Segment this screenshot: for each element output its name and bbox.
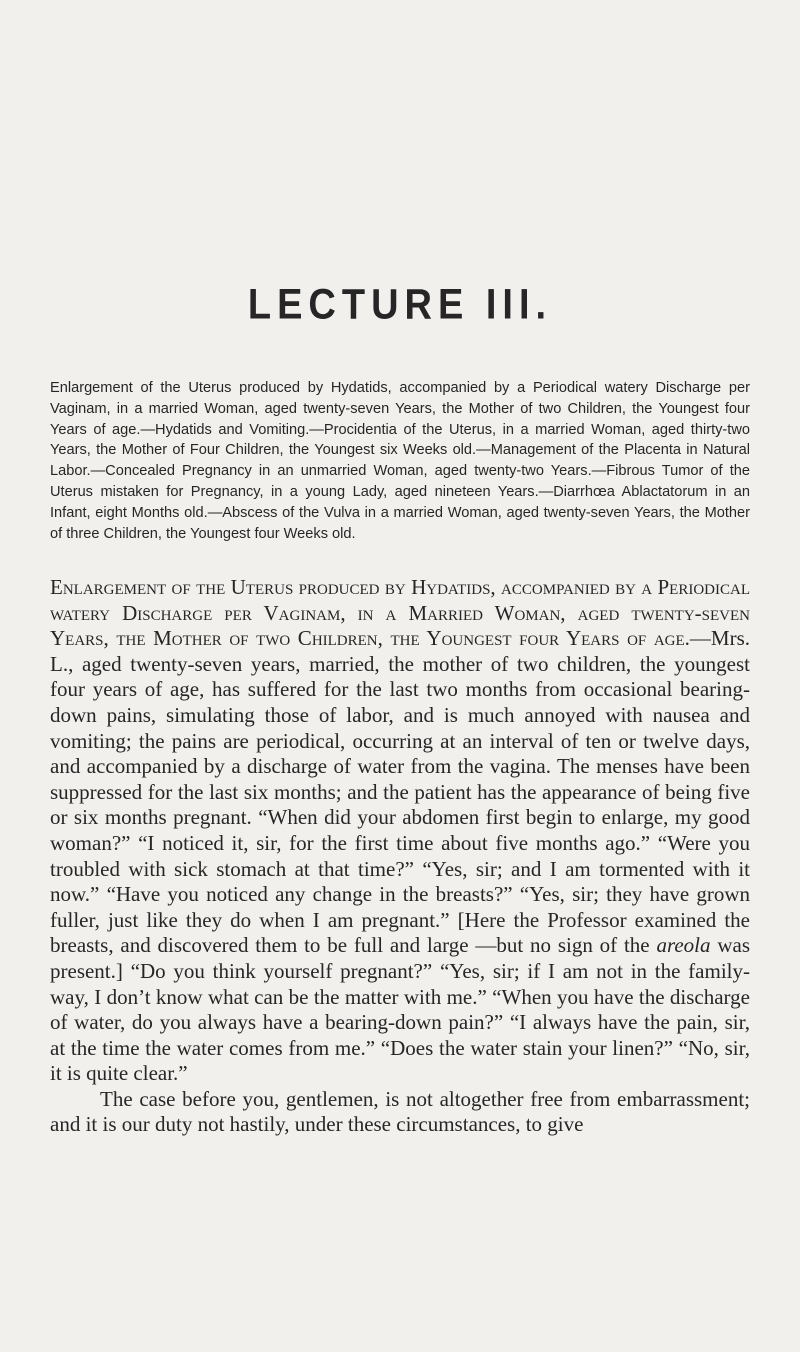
main-text — [50, 575, 750, 1138]
case-text-part-2: was present.] “Do you think yourself pregnant?” “Yes, sir; if I am not in the family-way, I don’t know what can be the matter with me.” “When you have the discharge of water, do you always have a bearing-down pain?” “I always have the pain, sir, at the time the water comes from me.” “Does the water stain your linen?” “No, sir, it is quite clear.” — [50, 933, 750, 1086]
areola-italic: areola — [656, 933, 711, 958]
case-text-part-1: —Mrs. L., aged twenty-seven years, married, the mother of two children, the youngest four years of age, has suffered for the last two months from occasional bearing-down pains, simulating those of labor, and is much annoyed with nausea and vomiting; the pains are periodical, occurring at an interval of ten or twelve days, and accompanied by a discharge of water from the vagina. The menses have been suppressed for the last six months; and the patient has the appearance of being five or six months pregnant. “When did your abdomen first begin to enlarge, my good woman?” “I noticed it, sir, for the first time about five months ago.” “Were you troubled with sick stomach at that time?” “Yes, sir; and I am tormented with it now.” “Have you noticed any change in the breasts?” “Yes, sir; they have grown fuller, just like they do when I am pregnant.” [Here the Professor examined the breasts, and discovered them to be full and large —but no sign of the — [50, 626, 750, 958]
case-heading: Enlargement of the Uterus produced by Hydatids, accompanied by a Periodical watery Discharge per Vaginam, in a Married Woman, aged twenty-seven Years, the Mother of two Children, the Youngest four Years of age. — [50, 575, 750, 651]
chapter-summary: Enlargement of the Uterus produced by Hydatids, accompanied by a Periodical watery Discharge per Vaginam, in a married Woman, aged twenty-seven Years, the Mother of two Children, the Youngest four Years of age.—Hydatids and Vomiting.—Procidentia of the Uterus, in a married Woman, aged thirty-two Years, the Mother of Four Children, the Youngest six Weeks old.—Management of the Placenta in Natural Labor.—Concealed Pregnancy in an unmarried Woman, aged twenty-two Years.—Fibrous Tumor of the Uterus mistaken for Pregnancy, in a young Lady, aged nineteen Years.—Diarrhœa Ablactatorum in an Infant, eight Months old.—Abscess of the Vulva in a married Woman, aged twenty-seven Years, the Mother of three Children, the Youngest four Weeks old. — [50, 380, 750, 542]
closing-paragraph: The case before you, gentlemen, is not altogether free from embarrassment; and it is our duty not hastily, under these circumstances, to give — [50, 1086, 750, 1137]
case-paragraph — [50, 575, 750, 1087]
lecture-title: LECTURE III. — [247, 281, 553, 329]
